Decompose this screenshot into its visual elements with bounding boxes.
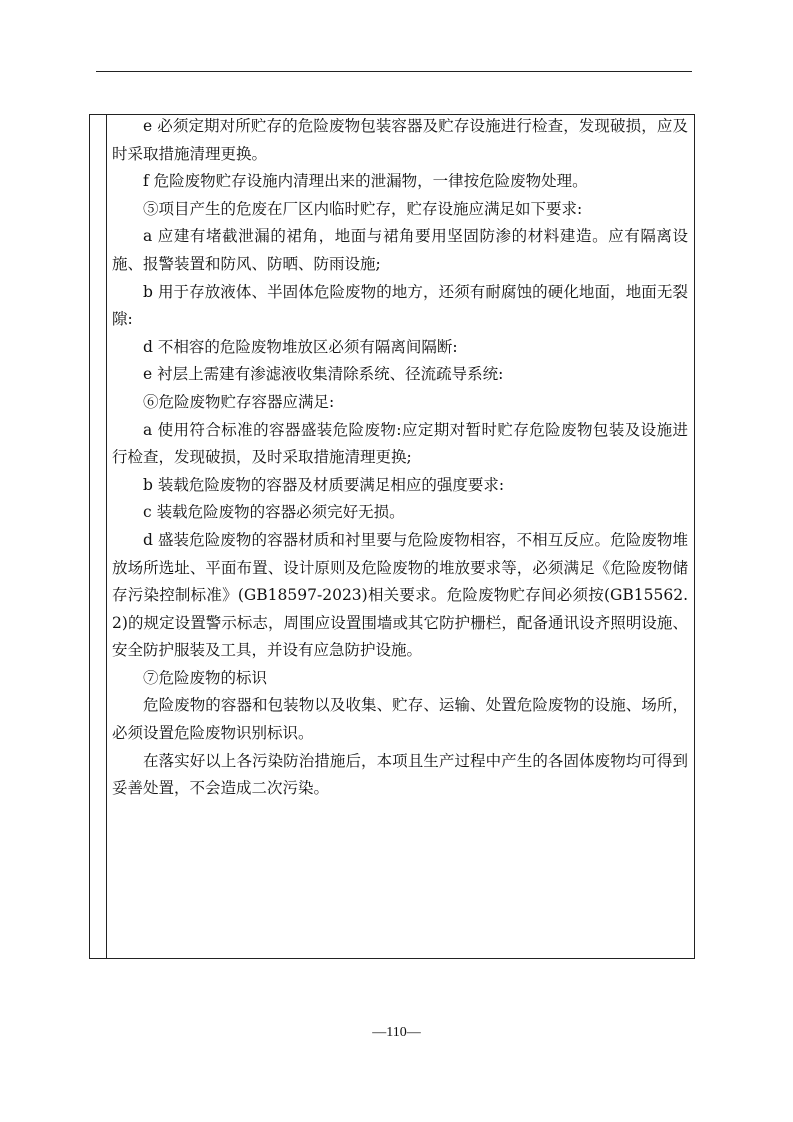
paragraph-conclusion: 在落实好以上各污染防治措施后，本项且生产过程中产生的各固体废物均可得到妥善处置，不会造成二次污染。: [112, 751, 688, 798]
paragraph-a-standard-containers: a 使用符合标准的容器盛装危险废物:应定期对暂时贮存危险废物包装及设施进行检查，发现破损，及时采取措施清理更换;: [112, 420, 688, 467]
paragraph-b-hardened-floor: b 用于存放液体、半固体危险废物的地方，还须有耐腐蚀的硬化地面，地面无裂隙:: [112, 282, 688, 329]
paragraph-a-skirting: a 应建有堵截泄漏的裙角，地面与裙角要用坚固防渗的材料建造。应有隔离设施、报警装置和防风、防晒、防雨设施;: [112, 227, 688, 273]
paragraph-f-leakage: f 危险废物贮存设施内清理出来的泄漏物，一律按危险废物处理。: [143, 172, 588, 191]
paragraph-labeling: 危险废物的容器和包装物以及收集、贮存、运输、处置危险废物的设施、场所，必须设置危险废物识别标识。: [112, 696, 688, 743]
paragraph-e-leachate: e 衬层上需建有渗滤液收集清除系统、径流疏导系统:: [143, 365, 504, 384]
paragraph-storage-requirements: ⑤项目产生的危废在厂区内临时贮存，贮存设施应满足如下要求:: [143, 199, 583, 218]
paragraph-c-intact: c 装载危险废物的容器必须完好无损。: [143, 503, 405, 522]
page-number: —110—: [372, 1025, 421, 1040]
paragraph-b-strength: b 装载危险废物的容器及材质要满足相应的强度要求:: [143, 475, 505, 494]
paragraph-labeling-heading: ⑦危险废物的标识: [143, 668, 268, 687]
paragraph-container-requirements: ⑥危险废物贮存容器应满足:: [143, 392, 335, 411]
paragraph-d-compatibility: d 盛装危险废物的容器材质和衬里要与危险废物相容，不相互反应。危险废物堆放场所选址、平面布置、设计原则及危险废物的堆放要求等，必须满足《危险废物储存污染控制标准》(GB18597-2023)相关要求。危险废物贮存间必须按(GB15562.2)的规定设置警示标志，周围应设置围墙或其它防护栅栏，配备通讯设齐照明设施、安全防护服装及工具，并设有应急防护设施。: [112, 530, 688, 660]
table-column-divider: [106, 114, 107, 959]
header-rule: [96, 71, 692, 72]
table-content-cell: [112, 113, 688, 803]
paragraph-d-isolation: d 不相容的危险废物堆放区必须有隔离间隔断:: [143, 337, 458, 356]
paragraph-e-inspection: e 必须定期对所贮存的危险废物包装容器及贮存设施进行检查，发现破损，应及时采取措施清理更换。: [112, 117, 688, 163]
